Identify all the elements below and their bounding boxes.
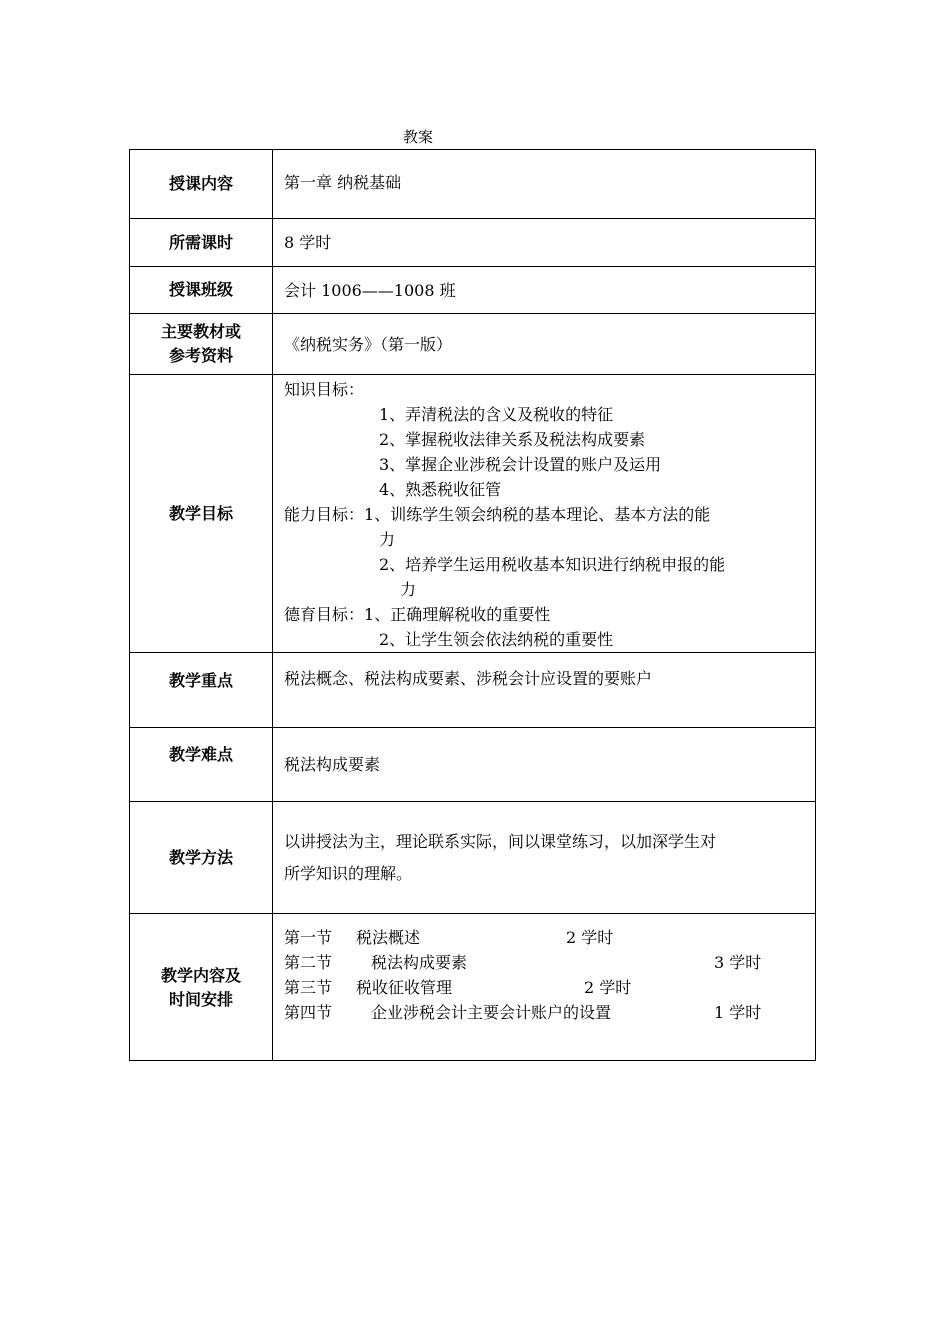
label-schedule-line2: 时间安排 — [168, 990, 233, 1009]
ability-heading: 能力目标： — [284, 505, 365, 524]
schedule-hours: 2 学时 — [584, 978, 632, 997]
schedule-item — [284, 1000, 809, 1025]
row-hours — [130, 219, 816, 267]
label-difficulties: 教学难点 — [130, 728, 273, 802]
ability-item-2: 2、培养学生运用税收基本知识进行纳税申报的能 — [379, 555, 726, 574]
method-line-2: 所学知识的理解。 — [284, 863, 413, 883]
row-key-points — [130, 653, 816, 728]
moral-line — [284, 602, 809, 627]
value-objectives — [273, 375, 816, 653]
schedule-item — [284, 925, 809, 950]
schedule-item — [284, 975, 809, 1000]
value-textbook: 《纳税实务》（第一版） — [273, 314, 816, 375]
schedule-hours: 3 学时 — [714, 953, 762, 972]
label-objectives: 教学目标 — [130, 375, 273, 653]
label-hours: 所需课时 — [130, 219, 273, 267]
ability-line — [284, 502, 809, 527]
schedule-item — [284, 950, 809, 975]
schedule-topic: 企业涉税会计主要会计账户的设置 — [371, 1003, 612, 1022]
label-textbook-line1: 主要教材或 — [160, 322, 241, 341]
label-schedule — [130, 914, 273, 1061]
value-class: 会计 1006——1008 班 — [273, 267, 816, 314]
row-objectives — [130, 375, 816, 653]
label-schedule-line1: 教学内容及 — [160, 966, 241, 985]
knowledge-item: 4、熟悉税收征管 — [379, 480, 502, 499]
method-line-1: 以讲授法为主，理论联系实际，间以课堂练习，以加深学生对 — [284, 831, 717, 851]
label-textbook-line2: 参考资料 — [168, 346, 233, 365]
label-key-points: 教学重点 — [130, 653, 273, 728]
document-title: 教案 — [402, 128, 433, 146]
schedule-topic: 税收征收管理 — [356, 978, 453, 997]
schedule-hours: 1 学时 — [714, 1003, 762, 1022]
value-hours: 8 学时 — [273, 219, 816, 267]
row-textbook — [130, 314, 816, 375]
row-content-title — [130, 150, 816, 219]
schedule-section: 第三节 — [284, 978, 333, 997]
schedule-topic: 税法概述 — [356, 928, 421, 947]
row-method — [130, 802, 816, 914]
schedule-section: 第一节 — [284, 928, 333, 947]
lesson-plan-table — [129, 149, 816, 1061]
row-schedule — [130, 914, 816, 1061]
schedule-topic: 税法构成要素 — [371, 953, 468, 972]
knowledge-item: 2、掌握税收法律关系及税法构成要素 — [379, 430, 646, 449]
value-method — [273, 802, 816, 914]
knowledge-item: 1、弄清税法的含义及税收的特征 — [379, 405, 614, 424]
moral-heading: 德育目标： — [284, 605, 365, 624]
knowledge-heading: 知识目标： — [284, 380, 365, 399]
label-content-title: 授课内容 — [130, 150, 273, 219]
label-method: 教学方法 — [130, 802, 273, 914]
ability-item-2-cont: 力 — [400, 580, 417, 599]
ability-item-1-cont: 力 — [379, 530, 396, 549]
value-content-title: 第一章 纳税基础 — [273, 150, 816, 219]
label-textbook — [130, 314, 273, 375]
knowledge-item: 3、掌握企业涉税会计设置的账户及运用 — [379, 455, 662, 474]
label-class: 授课班级 — [130, 267, 273, 314]
moral-item-1: 1、正确理解税收的重要性 — [364, 605, 551, 624]
value-difficulties: 税法构成要素 — [273, 728, 816, 802]
schedule-section: 第二节 — [284, 953, 333, 972]
row-class — [130, 267, 816, 314]
schedule-hours: 2 学时 — [566, 928, 614, 947]
value-key-points: 税法概念、税法构成要素、涉税会计应设置的要账户 — [273, 653, 816, 728]
value-schedule — [273, 914, 816, 1061]
moral-item-2: 2、让学生领会依法纳税的重要性 — [379, 630, 614, 649]
schedule-section: 第四节 — [284, 1003, 333, 1022]
row-difficulties — [130, 728, 816, 802]
ability-item-1: 1、训练学生领会纳税的基本理论、基本方法的能 — [364, 505, 711, 524]
